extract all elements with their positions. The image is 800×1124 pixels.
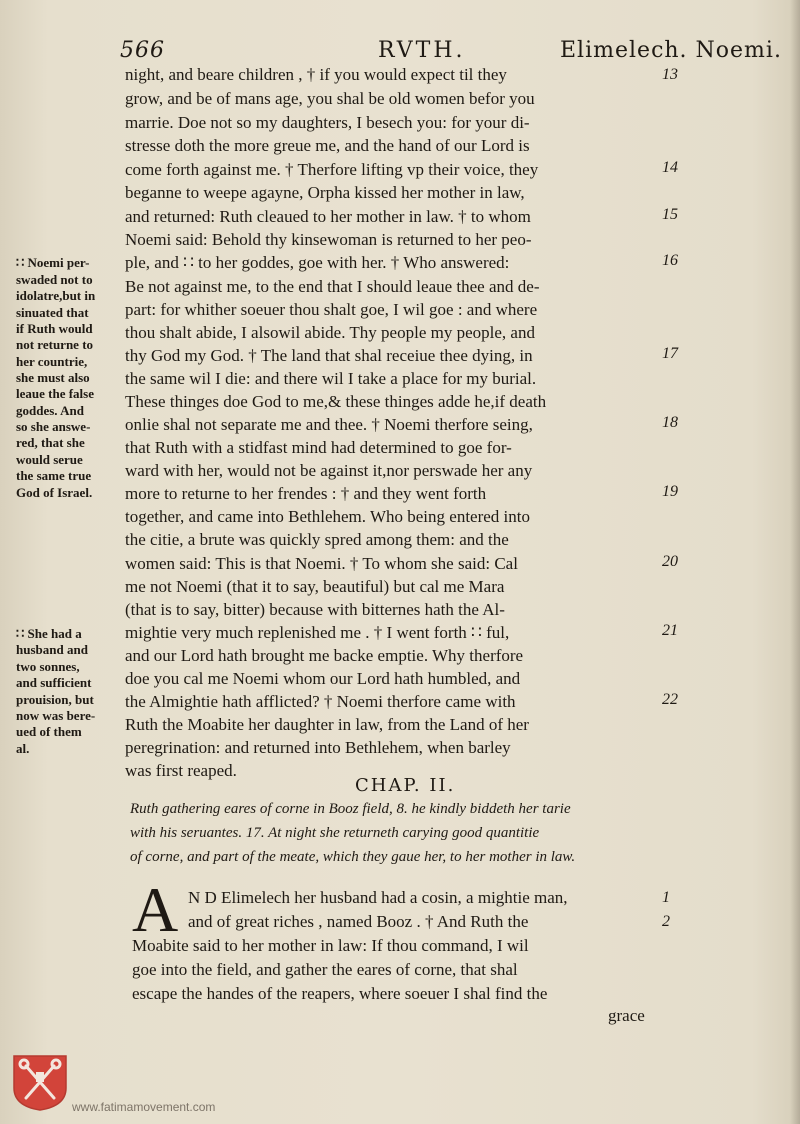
text-line: Noemi said: Behold thy kinsewoman is returned to her peo- [125,230,532,249]
verse-number: 16 [662,252,678,269]
margin-note-line: the same true [16,468,92,483]
book-title: RVTH. [378,38,466,63]
margin-note-line: sinuated that [16,305,89,320]
text-line: me not Noemi (that it to say, beautiful) but cal me Mara [125,577,505,596]
text-line: escape the handes of the reapers, where soeuer I shal find the [132,984,548,1003]
text-line: doe you cal me Noemi whom our Lord hath humbled, and [125,669,521,688]
margin-note-line: husband and [16,642,88,657]
chapter-heading: CHAP. II. [355,775,456,796]
margin-note-line: leaue the false [16,386,94,401]
text-line: thy God my God. † The land that shal receiue thee dying, in [125,346,533,365]
verse-number: 21 [662,622,678,639]
text-line: and returned: Ruth cleaued to her mother in law. † to whom [125,207,531,226]
text-line: more to returne to her frendes : † and they went forth [125,484,487,503]
margin-note-line: not returne to [16,337,94,352]
text-line: and of great riches , named Booz . † And Ruth the [188,912,529,931]
text-line: Moabite said to her mother in law: If thou command, I wil [132,936,529,955]
text-line: stresse doth the more greue me, and the hand of our Lord is [125,136,530,155]
text-line: mightie very much replenished me . † I went forth ∷ ful, [125,623,510,642]
running-title: Elimelech. Noemi. [560,38,782,63]
text-line: N D Elimelech her husband had a cosin, a mightie man, [188,888,568,907]
text-line: night, and beare children , † if you would expect til they [125,65,507,84]
margin-note-line: would serue [16,452,83,467]
margin-note-line: prouision, but [16,692,94,707]
margin-note-line: and sufficient [16,675,92,690]
text-line: together, and came into Bethlehem. Who being entered into [125,507,530,526]
chapter-summary-line: with his seruantes. 17. At night she returneth carying good quantitie [130,825,540,841]
margin-note-line: two sonnes, [16,659,80,674]
verse-number: 1 [662,889,670,906]
text-line: beganne to weepe agayne, Orpha kissed her mother in law, [125,183,525,202]
text-line: Ruth the Moabite her daughter in law, from the Land of her [125,715,529,734]
verse-number: 13 [662,66,678,83]
text-line: thou shalt abide, I alsowil abide. Thy people my people, and [125,323,535,342]
verse-number: 22 [662,691,678,708]
text-line: come forth against me. † Therfore lifting vp their voice, they [125,160,539,179]
text-line: the citie, a brute was quickly spred among them: and the [125,530,509,549]
margin-note-line: now was bere- [16,708,96,723]
margin-note-line: idolatre,but in [16,288,96,303]
text-line: peregrination: and returned into Bethlehem, when barley [125,738,511,757]
margin-note-line: so she answe- [16,419,91,434]
verse-number: 2 [662,913,670,930]
text-line: was first reaped. [125,761,237,780]
verse-number: 18 [662,414,678,431]
footer-url: www.fatimamovement.com [72,1100,216,1114]
margin-note-line: ∷ Noemi per- [16,255,90,270]
text-line: onlie shal not separate me and thee. † Noemi therfore seing, [125,415,533,434]
margin-note-line: if Ruth would [16,321,93,336]
verse-number: 14 [662,159,678,176]
verse-number: 20 [662,553,678,570]
page-number: 566 [120,38,165,63]
chapter-summary-line: Ruth gathering eares of corne in Booz field, 8. he kindly biddeth her tarie [130,801,571,817]
margin-note-line: she must also [16,370,90,385]
verse-number: 19 [662,483,678,500]
text-line: the same wil I die: and there wil I take a place for my burial. [125,369,537,388]
text-line: Be not against me, to the end that I should leaue thee and de- [125,277,540,296]
text-line: grow, and be of mans age, you shal be old women befor you [125,89,535,108]
text-line: part: for whither soeuer thou shalt goe, I wil goe : and where [125,300,538,319]
text-line: that Ruth with a stidfast mind had determined to goe for- [125,438,512,457]
text-line: the Almightie hath afflicted? † Noemi therfore came with [125,692,516,711]
margin-note-line: God of Israel. [16,485,93,500]
margin-note-line: ∷ She had a [16,626,82,641]
margin-note-line: al. [16,741,30,756]
text-line: marrie. Doe not so my daughters, I besech you: for your di- [125,113,530,132]
margin-note-line: swaded not to [16,272,93,287]
text-line: (that is to say, bitter) because with bitternes hath the Al- [125,600,505,619]
text-line: ward with her, would not be against it,nor perswade her any [125,461,533,480]
text-line: ple, and ∷ to her goddes, goe with her. † Who answered: [125,253,510,272]
page-edge-shadow [790,0,800,1124]
text-line: women said: This is that Noemi. † To whom she said: Cal [125,554,518,573]
text-line: goe into the field, and gather the eares of corne, that shal [132,960,518,979]
margin-note-line: red, that she [16,435,85,450]
text-line: These thinges doe God to me,& these thinges adde he,if death [125,392,547,411]
text-line: and our Lord hath brought me backe emptie. Why therfore [125,646,524,665]
verse-number: 17 [662,345,678,362]
verse-number: 15 [662,206,678,223]
chapter-summary-line: of corne, and part of the meate, which they gaue her, to her mother in law. [130,849,576,865]
margin-note-line: goddes. And [16,403,84,418]
keys-crest-icon [12,1052,68,1112]
margin-note-line: her countrie, [16,354,88,369]
catchword: grace [608,1006,645,1025]
drop-cap: A [132,874,179,945]
margin-note-line: ued of them [16,724,82,739]
